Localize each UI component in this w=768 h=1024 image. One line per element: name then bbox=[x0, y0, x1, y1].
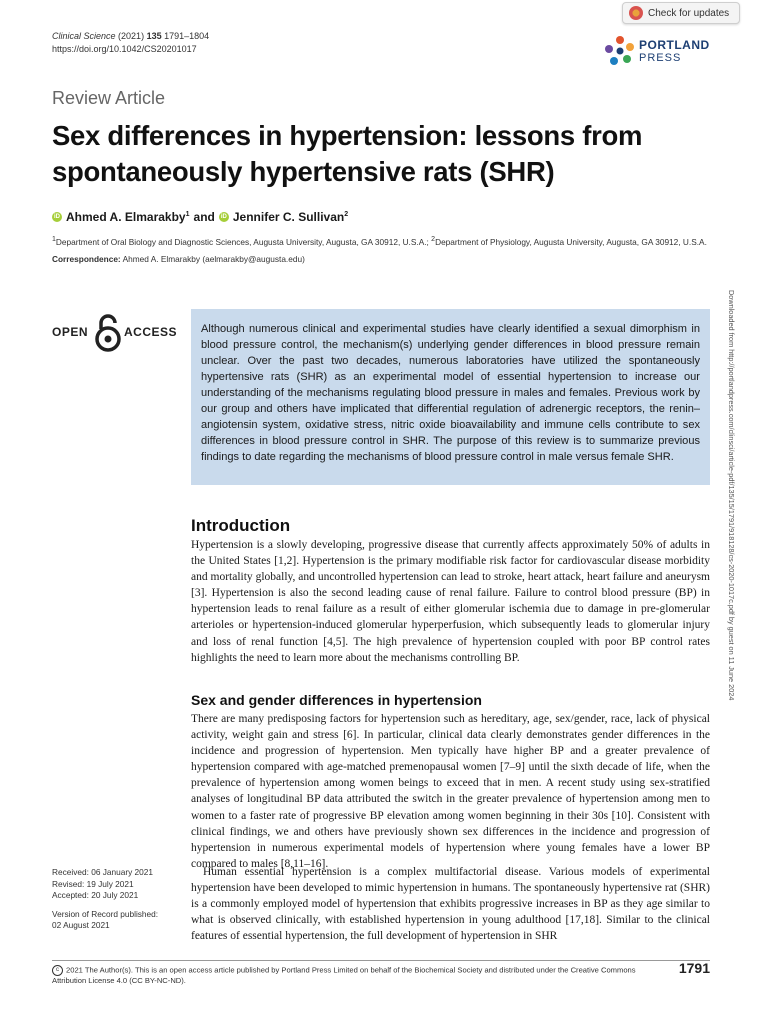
page-number: 1791 bbox=[678, 960, 710, 976]
affiliation-1: Department of Oral Biology and Diagnostic Sciences, Augusta University, Augusta, GA 30912, U.S.A.; bbox=[55, 236, 429, 247]
date-received: Received: 06 January 2021 bbox=[52, 867, 154, 877]
journal-pages: 1791–1804 bbox=[164, 31, 210, 41]
portland-press-logo bbox=[603, 34, 718, 68]
check-updates-label: Check for updates bbox=[648, 7, 730, 19]
version-of-record-label: Version of Record published: bbox=[52, 908, 159, 919]
publisher-name: PORTLAND bbox=[639, 38, 710, 52]
portland-dots-icon bbox=[603, 34, 637, 68]
open-access-access: ACCESS bbox=[124, 325, 178, 339]
copyright-icon: c bbox=[52, 965, 63, 976]
author-name[interactable]: Ahmed A. Elmarakby$^1$ bbox=[66, 210, 190, 224]
affiliation-2: Department of Physiology, Augusta University, Augusta, GA 30912, U.S.A. bbox=[435, 236, 707, 247]
paragraph: Hypertension is a slowly developing, progressive disease that currently affects approximately 50% of adults in the United States [1,2]. Hypertension is the primary modifiable risk factor for cardiovascular disease morbidity and mortality globally, and uncontrolled hypertension can lead to stroke, heart attack, heart failure and aneurysm [3]. Hypertension is also the second leading cause of renal failure. Failure to control blood pressure (BP) in hypertension leads to renal failure as a result of either glomerular ischemia due to damage in pre-glomerular arterioles or hypertension-induced glomerular hyperperfusion, which subsequently leads to glomerular injury and loss of renal function [4,5]. The high prevalence of hypertension coupled with poor BP control rates highlights the need to learn more about the mechanisms controlling BP. bbox=[191, 539, 710, 664]
journal-year: (2021) bbox=[118, 31, 145, 41]
abstract-box: Although numerous clinical and experimental studies have clearly identified a sexual dimorphism in blood pressure control, the mechanism(s) underlying gender differences in blood pressure remain unclear. Over the past two decades, numerous laboratories have utilized the spontaneously hypertensive rats (SHR) as an experimental model of essential hypertension to increase our understanding of the mechanisms regulating blood pressure in males and females. Previous work by our group and others have implicated that differential regulation of adrenergic receptors, the renin–angiotensin system, oxidative stress, nitric oxide bioavailability and immune cells contribute to sex differences in blood pressure control in SHR. The purpose of this review is to summarize previous findings to date regarding the mechanisms of blood pressure control in male versus female SHR. bbox=[191, 309, 710, 485]
journal-name: Clinical Science bbox=[52, 31, 116, 41]
footer-divider bbox=[52, 960, 710, 961]
article-type: Review Article bbox=[52, 88, 166, 108]
section-heading-introduction: Introduction bbox=[191, 516, 291, 535]
paragraph: There are many predisposing factors for hypertension such as hereditary, age, sex/gender, race, lack of physical activity, weight gain and stress [6]. In particular, clinical data clearly demonstrates gender differences in the incidence and progression of hypertension. Men typically have higher BP and a greater prevalence of hypertension compared with age-matched premenopausal women [7–9] until the sixth decade of life, when the prevalence of hypertension among women beings to exceed that in men. A recent study using sex-stratified analyses of longitudinal BP data attributed the switch in the greater prevalence of hypertension among men to women to a faster rate of progressive BP elevation among women beginning in their 30s [10]. Consistent with clinical findings, we and others have previously shown sex differences in the incidence and progression of hypertension in numerous experimental models of hypertension where young females have a lower BP compared to males [8,11–16]. bbox=[191, 713, 710, 870]
correspondence-label: Correspondence: bbox=[52, 254, 121, 264]
publisher-sub: PRESS bbox=[639, 52, 682, 64]
download-note: Downloaded from http://portlandpress.com/clinsci/article-pdf/135/15/1791/918128/cs-2020-1017c.pdf by guest on 11 June 2024 bbox=[727, 290, 736, 701]
check-for-updates-button[interactable] bbox=[622, 2, 740, 24]
affiliations: $^1$Department of Oral Biology and Diagnostic Sciences, Augusta University, Augusta, GA 30912, U.S.A.; $^2$Department of Physiology, Augusta University, Augusta, GA 30912, U.S.A. bbox=[52, 236, 707, 247]
license-text bbox=[52, 965, 642, 987]
article-dates bbox=[52, 867, 158, 932]
journal-volume: 135 bbox=[146, 31, 162, 41]
license-body: 2021 The Author(s). This is an open access article published by Portland Press Limited on behalf of the Biochemical Society and distributed under the Creative Commons Attribution License 4.0 (CC BY-NC-ND). bbox=[52, 965, 636, 985]
orcid-icon[interactable]: iD bbox=[54, 214, 60, 220]
section-heading-sex-gender: Sex and gender differences in hypertension bbox=[191, 692, 482, 708]
paragraph: Human essential hypertension is a complex multifactorial disease. Various models of experimental hypertension have been developed to mimic hypertension in humans. The spontaneously hypertensive rat (SHR) is a commonly employed model of hypertension that exhibits progressive increases in BP as they age similar to what is observed clinically, with established hypertension in young adulthood [17,18]. Similar to the clinical features of essential hypertension, the full development of hypertension in SHR bbox=[191, 866, 710, 943]
author-list bbox=[52, 210, 348, 224]
date-accepted: Accepted: 20 July 2021 bbox=[52, 890, 139, 900]
open-access-open: OPEN bbox=[52, 325, 89, 339]
open-lock-icon bbox=[94, 313, 122, 353]
correspondence bbox=[52, 254, 305, 264]
correspondence-email[interactable]: Ahmed A. Elmarakby (aelmarakby@augusta.edu) bbox=[122, 254, 305, 264]
version-of-record-date: 02 August 2021 bbox=[52, 920, 110, 930]
author-conjunction: and bbox=[193, 210, 215, 224]
open-access-badge bbox=[52, 313, 182, 353]
journal-citation bbox=[52, 31, 209, 41]
author-name[interactable]: Jennifer C. Sullivan$^2$ bbox=[232, 210, 349, 224]
doi-link[interactable]: https://doi.org/10.1042/CS20201017 bbox=[52, 44, 197, 54]
article-title: Sex differences in hypertension: lessons from spontaneously hypertensive rats (SHR) bbox=[52, 120, 643, 187]
orcid-icon[interactable]: iD bbox=[220, 214, 227, 220]
check-updates-icon bbox=[629, 6, 643, 20]
date-revised: Revised: 19 July 2021 bbox=[52, 878, 134, 889]
